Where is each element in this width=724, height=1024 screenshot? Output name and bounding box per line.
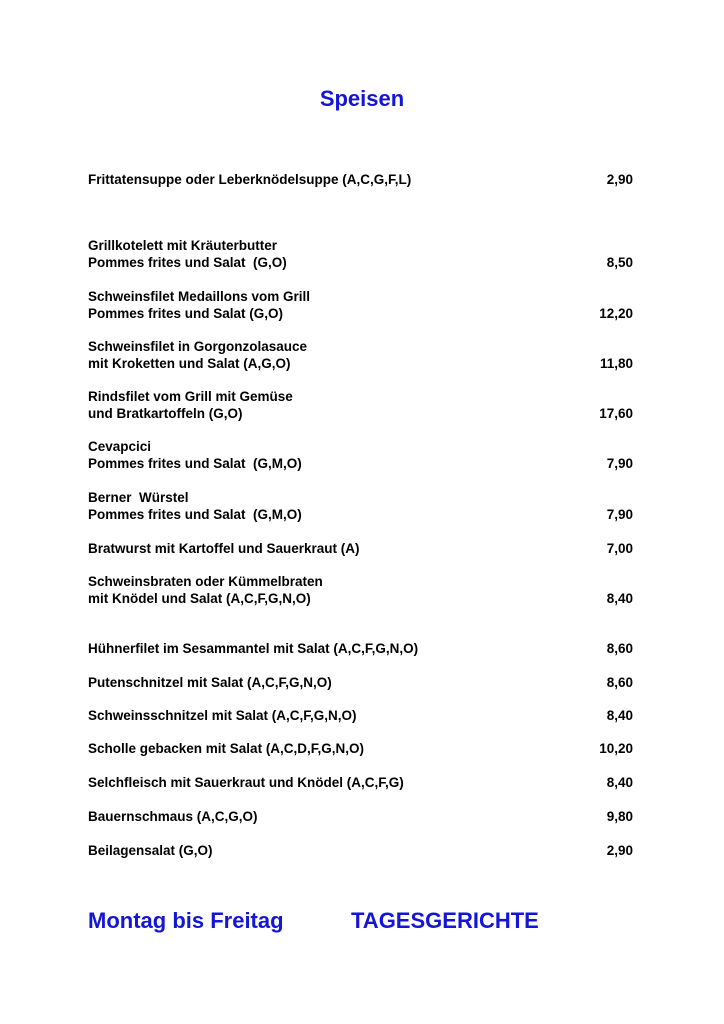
menu-item-price: 9,80	[606, 809, 633, 824]
menu-item-name-line: Schweinsschnitzel mit Salat (A,C,F,G,N,O)	[88, 708, 357, 723]
menu-item-name-line: Schweinsfilet Medaillons vom Grill	[88, 289, 311, 304]
menu-item	[88, 388, 633, 422]
menu-item-name-line: Selchfleisch mit Sauerkraut und Knödel (A,C,F,G)	[88, 775, 404, 790]
menu-item-name-line: Scholle gebacken mit Salat (A,C,D,F,G,N,O)	[88, 741, 365, 756]
menu-item	[88, 438, 633, 472]
menu-item	[88, 540, 633, 557]
menu-item	[88, 237, 633, 271]
menu-item-name-line: Schweinsbraten oder Kümmelbraten	[88, 574, 323, 589]
menu-item-name-line: Rindsfilet vom Grill mit Gemüse	[88, 389, 293, 404]
menu-item-name-line: Pommes frites und Salat (G,M,O)	[88, 507, 302, 522]
menu-item-price: 8,40	[606, 708, 633, 723]
menu-item-name-line: Bratwurst mit Kartoffel und Sauerkraut (A)	[88, 541, 360, 556]
footer-daily-dishes: TAGESGERICHTE	[351, 908, 539, 933]
menu-item	[88, 288, 633, 322]
menu-item-name-line: Beilagensalat (G,O)	[88, 843, 213, 858]
menu-item-price: 7,00	[606, 541, 633, 556]
menu-item	[88, 842, 633, 859]
menu-item-price: 17,60	[599, 406, 633, 421]
menu-item-name-line: Hühnerfilet im Sesammantel mit Salat (A,C,F,G,N,O)	[88, 641, 419, 656]
menu-item-name-line: Pommes frites und Salat (G,M,O)	[88, 456, 302, 471]
menu-item-name-line: Frittatensuppe oder Leberknödelsuppe (A,C,G,F,L)	[88, 172, 412, 187]
menu-item-name-line: mit Knödel und Salat (A,C,F,G,N,O)	[88, 591, 311, 606]
menu-item-price: 8,60	[606, 675, 633, 690]
menu-item-name-line: Cevapcici	[88, 439, 152, 454]
menu-item-name-line: Pommes frites und Salat (G,O)	[88, 255, 287, 270]
menu-item-name-line: Schweinsfilet in Gorgonzolasauce	[88, 339, 308, 354]
menu-item	[88, 338, 633, 372]
menu-item	[88, 573, 633, 607]
menu-item	[88, 171, 633, 188]
page-title: Speisen	[319, 86, 405, 111]
menu-item-price: 8,50	[606, 255, 633, 270]
menu-item-name-line: und Bratkartoffeln (G,O)	[88, 406, 243, 421]
menu-item-price: 10,20	[599, 741, 633, 756]
menu-item	[88, 707, 633, 724]
menu-item-price: 8,40	[606, 591, 633, 606]
menu-item-name-line: Bauernschmaus (A,C,G,O)	[88, 809, 258, 824]
menu-item-price: 11,80	[599, 356, 633, 371]
menu-item-price: 12,20	[599, 306, 633, 321]
menu-item-price: 2,90	[606, 172, 633, 187]
menu-item-price: 2,90	[606, 843, 633, 858]
menu-item-name-line: mit Kroketten und Salat (A,G,O)	[88, 356, 291, 371]
menu-item	[88, 489, 633, 523]
menu-item-price: 8,60	[606, 641, 633, 656]
menu-item-name-line: Putenschnitzel mit Salat (A,C,F,G,N,O)	[88, 675, 332, 690]
menu-item-price: 7,90	[606, 507, 633, 522]
menu-item-name-line: Pommes frites und Salat (G,O)	[88, 306, 284, 321]
menu-item	[88, 774, 633, 791]
menu-item	[88, 640, 633, 657]
footer-weekdays: Montag bis Freitag	[88, 908, 284, 933]
menu-item	[88, 674, 633, 691]
menu-item-name-line: Berner Würstel	[88, 490, 189, 505]
menu-item	[88, 740, 633, 757]
menu-item-name-line: Grillkotelett mit Kräuterbutter	[88, 238, 278, 253]
menu-item-price: 7,90	[606, 456, 633, 471]
menu-item-price: 8,40	[606, 775, 633, 790]
menu-item	[88, 808, 633, 825]
